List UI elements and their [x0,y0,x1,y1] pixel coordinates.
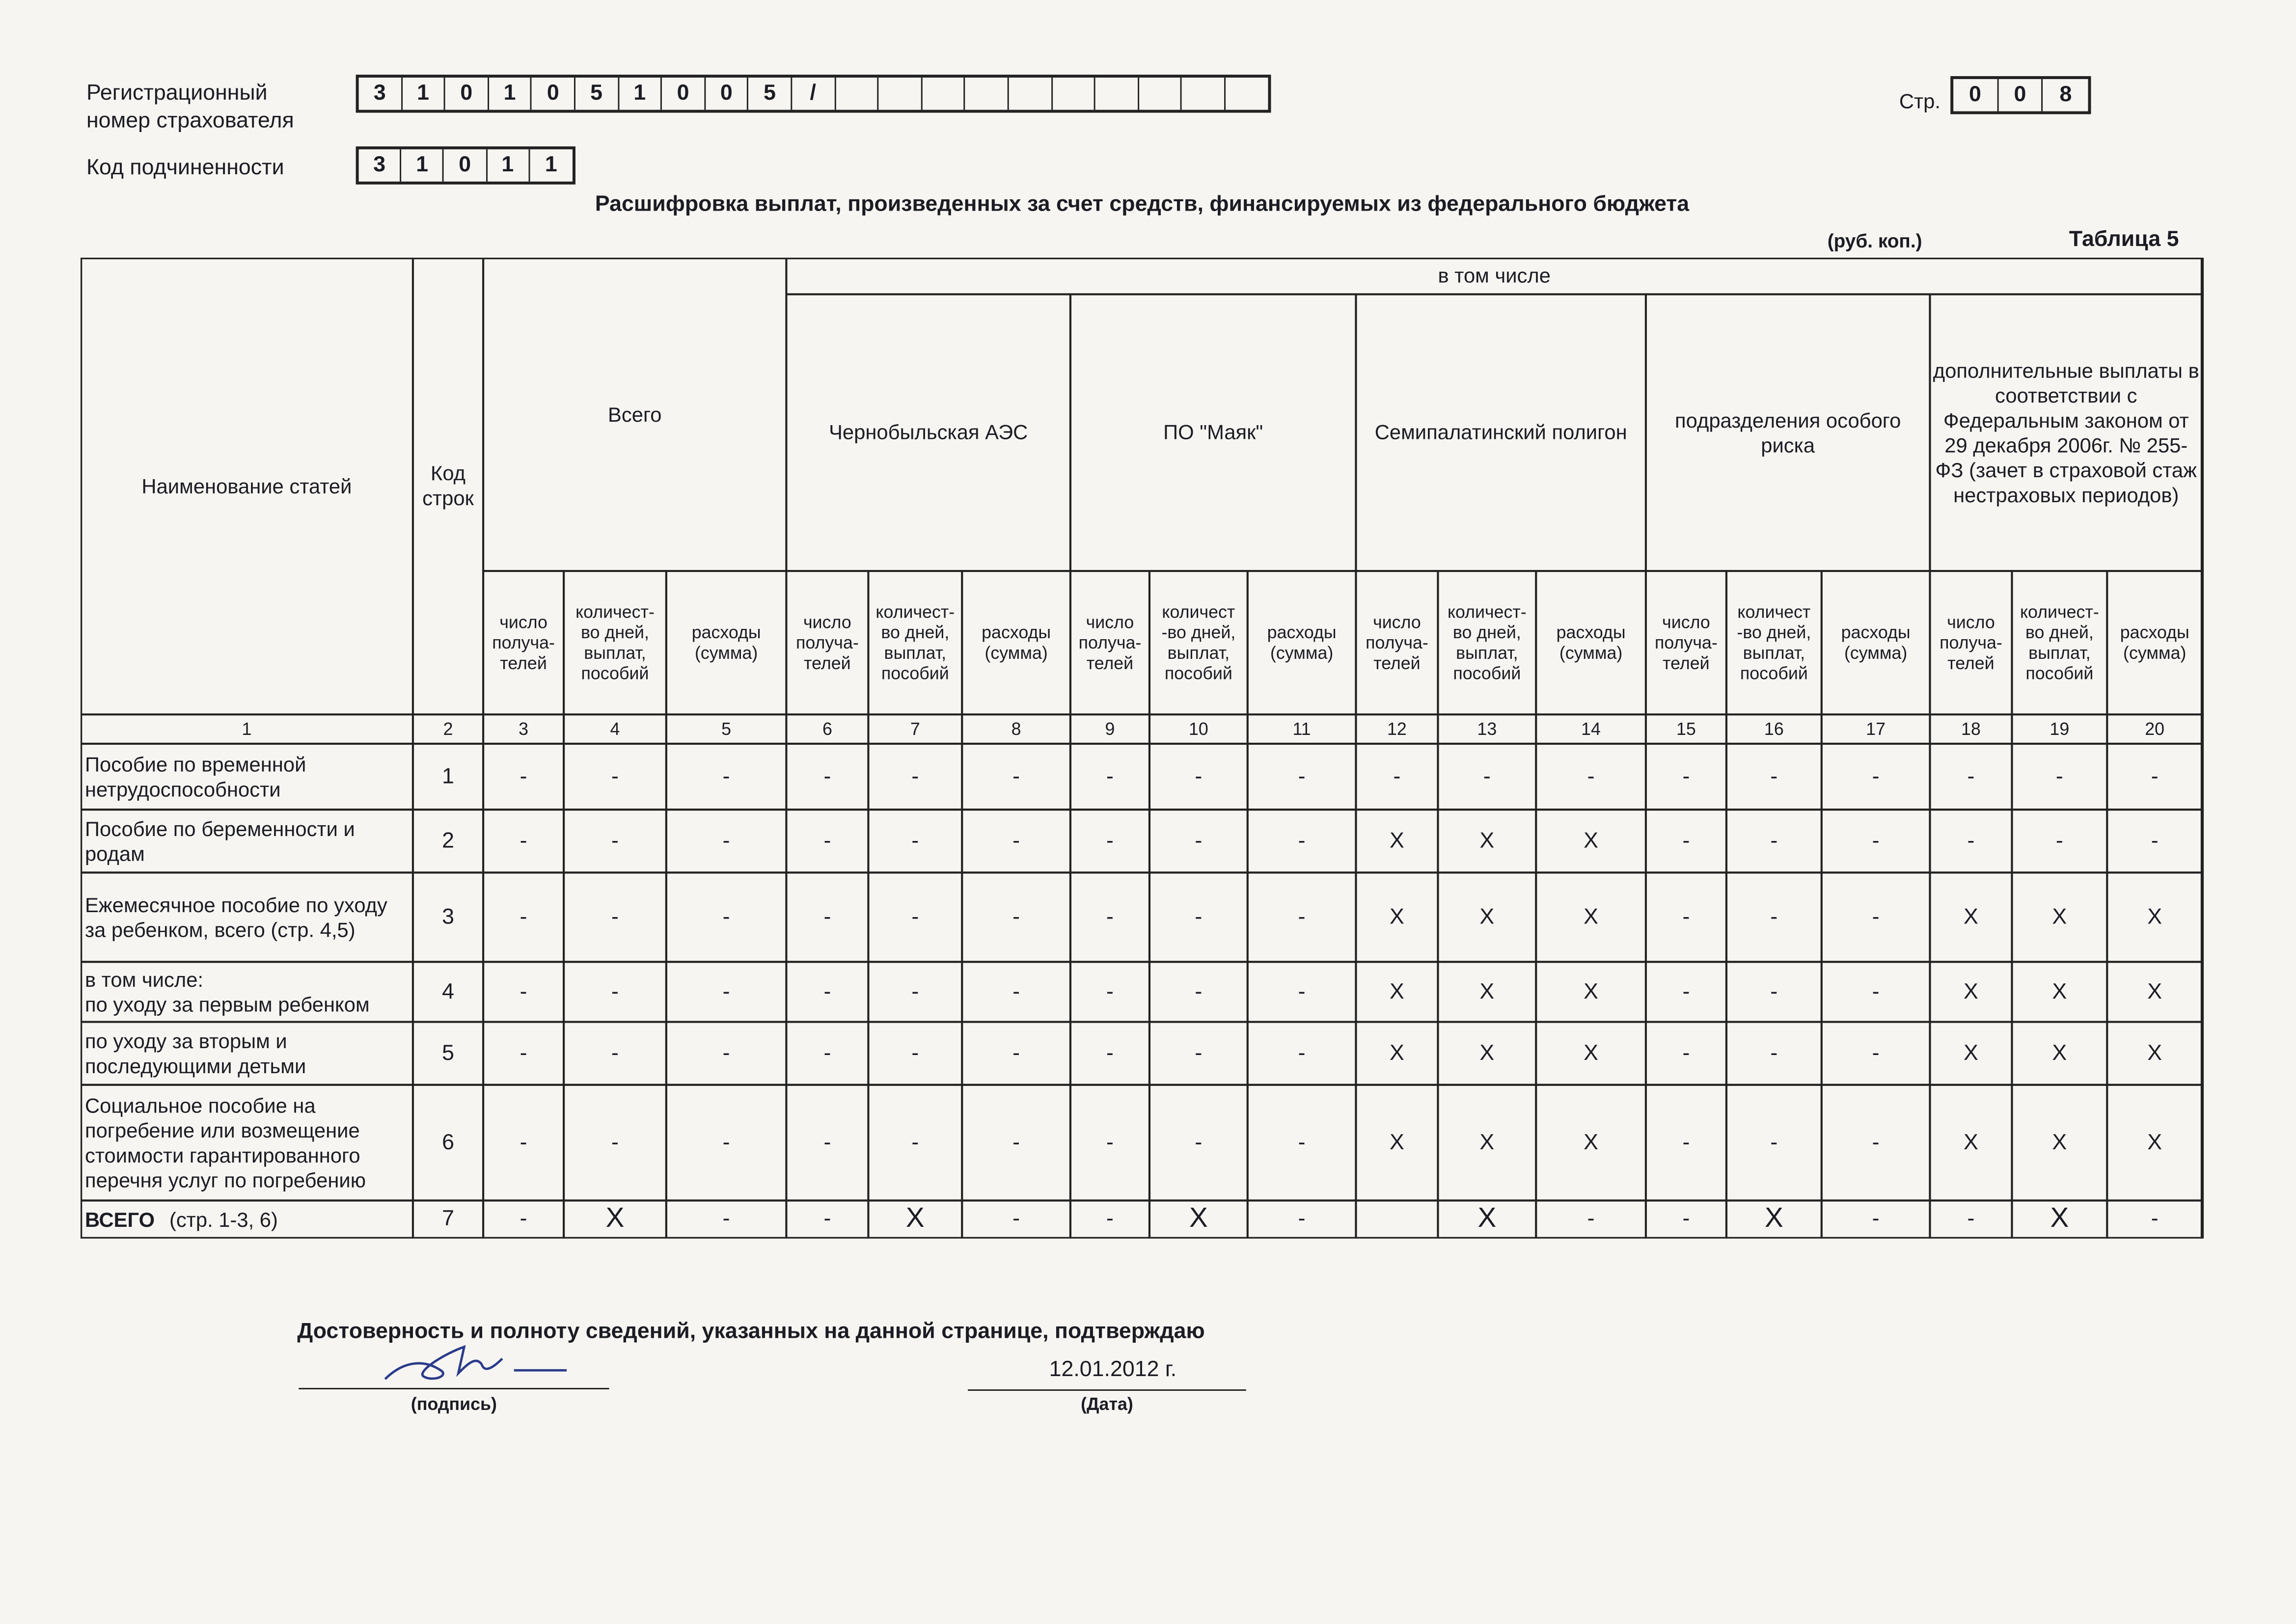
table-cell: X [2052,904,2067,929]
table-cell: - [1298,904,1306,929]
row-code: 4 [442,978,454,1004]
table-cell: - [1012,904,1020,929]
table-cell: X [1584,828,1599,853]
table-cell: - [911,763,919,788]
table-cell: - [1682,828,1690,853]
table-cell: - [1195,1040,1203,1065]
table-cell: - [611,763,619,788]
table-cell: X [1390,828,1404,853]
subcolumn-header: число получа-телей [1655,612,1718,674]
column-number: 8 [1011,719,1021,739]
table-cell: X [1189,1203,1208,1234]
table-cell [1356,1200,1438,1239]
table-cell: - [1770,828,1778,853]
table-cell: - [1195,978,1203,1004]
table-cell: X [1479,1129,1495,1155]
group-header: подразделения особого риска [1675,407,1901,456]
table-cell: - [1682,1129,1690,1155]
table-cell: - [823,828,831,853]
digit-box [1009,78,1052,110]
table-cell: - [1682,763,1690,788]
subcolumn-header: количест-во дней, выплат, пособий [875,601,955,684]
digit-box: 1 [402,78,445,110]
signature-line [299,1388,609,1389]
row-name-suffix: (стр. 1-3, 6) [169,1207,278,1231]
table-cell: - [1106,1129,1114,1155]
digit-box: 0 [662,78,705,110]
table-cell: - [611,904,619,929]
table-cell: - [1682,1040,1690,1065]
table-cell: - [1298,1040,1306,1065]
table-cell: - [1967,763,1975,788]
row-code: 7 [442,1206,454,1231]
table-cell: - [2151,763,2159,788]
row-name: Пособие по беременности и родам [84,816,355,865]
column-header-total: Всего [608,402,662,426]
table-cell: X [1390,1040,1404,1065]
subcolumn-header: расходы (сумма) [1267,622,1337,663]
digit-box: 1 [619,78,662,110]
table-cell: - [519,1040,527,1065]
table-cell: - [519,904,527,929]
table-cell: - [1872,978,1880,1004]
table-cell: - [1770,978,1778,1004]
column-number: 13 [1477,719,1497,739]
table-cell: - [911,828,919,853]
column-number: 12 [1387,719,1407,739]
row-code: 3 [442,904,454,929]
table-cell: - [1770,904,1778,929]
digit-box [965,78,1009,110]
subcolumn-header: количест -во дней, выплат, пособий [1161,601,1236,684]
table-cell: - [1195,904,1203,929]
table-cell: - [2151,1206,2159,1231]
table-cell: X [1390,1129,1404,1155]
group-header: ПО "Маяк" [1163,420,1263,444]
table-cell: - [1106,828,1114,853]
table-cell: - [1195,763,1203,788]
table-cell: - [1872,828,1880,853]
digit-box: 1 [489,78,532,110]
table-cell: - [823,904,831,929]
table-cell: X [1390,904,1404,929]
table-cell: - [1483,763,1491,788]
table-cell: - [519,1206,527,1231]
digit-box [879,78,922,110]
column-number: 1 [242,719,252,739]
table-cell: - [1682,904,1690,929]
table-cell: X [1964,904,1978,929]
signature-icon [373,1335,578,1388]
column-header-code: Код строк [422,461,474,510]
table-cell: - [1298,978,1306,1004]
column-number: 20 [2145,719,2165,739]
confirmation-statement: Достоверность и полноту сведений, указанных на данной странице, подтверждаю [297,1319,1205,1344]
table-cell: - [722,828,730,853]
subcolumn-header: расходы (сумма) [691,622,761,663]
table-cell: - [519,763,527,788]
table-cell: - [1106,1040,1114,1065]
column-number: 6 [822,719,832,739]
table-cell: - [1872,904,1880,929]
group-header: дополнительные выплаты в соответствии с Федеральным законом от 29 декабря 2006г. № 255-ФЗ (зачет в страховой стаж нестраховых периодов) [1933,358,2199,506]
table-cell: - [1770,1040,1778,1065]
table-cell: - [1587,1206,1595,1231]
table-cell: - [1195,828,1203,853]
subcolumn-header: количест-во дней, выплат, пособий [1447,601,1527,684]
column-number: 4 [610,719,620,739]
row-name: в том числе: по уходу за первым ребенком [84,967,370,1016]
digit-box: 0 [1998,79,2044,111]
table-cell: - [823,1206,831,1231]
table-cell: - [722,763,730,788]
digit-box: 0 [532,78,575,110]
digit-box: 3 [359,149,402,182]
digit-box [1052,78,1095,110]
table-cell: - [519,978,527,1004]
table-cell: X [2147,1129,2162,1155]
page-label: Стр. [1899,89,1941,113]
table-cell: - [1682,978,1690,1004]
date-caption: (Дата) [1081,1393,1133,1414]
column-number: 10 [1188,719,1208,739]
subcolumn-header: количест -во дней, выплат, пособий [1737,601,1811,684]
table-cell: - [519,828,527,853]
table-cell: X [605,1203,625,1234]
row-name: по уходу за вторым и последующими детьми [84,1028,306,1077]
column-number: 17 [1866,719,1886,739]
table-cell: X [2147,978,2162,1004]
table-cell: - [722,904,730,929]
table-cell: - [1393,763,1401,788]
table-cell: - [1106,763,1114,788]
row-name: Социальное пособие на погребение или возмещение стоимости гарантированного перечня услуг по погребению [84,1093,366,1191]
table-cell: X [2052,978,2067,1004]
row-name: Ежемесячное пособие по уходу за ребенком, всего (стр. 4,5) [84,892,387,941]
subcolumn-header: расходы (сумма) [1556,622,1626,663]
table-cell: - [1770,1129,1778,1155]
table-cell: X [2052,1129,2067,1155]
table-cell: X [1584,1129,1599,1155]
date-value: 12.01.2012 г. [1049,1357,1177,1382]
digit-box [1139,78,1182,110]
row-name-bold: ВСЕГО [84,1207,155,1231]
table-cell: - [1106,978,1114,1004]
subcolumn-header: число получа-телей [796,612,859,674]
row-code: 5 [442,1040,454,1065]
column-number: 7 [910,719,920,739]
subcolumn-header: количест-во дней, выплат, пособий [2020,601,2099,684]
digit-box [1226,78,1269,110]
table-cell: - [519,1129,527,1155]
digit-box: 0 [706,78,749,110]
table-cell: - [722,1040,730,1065]
payments-table [81,258,2204,1239]
page-title: Расшифровка выплат, произведенных за счет средств, финансируемых из федерального бюджета [595,191,1690,217]
subcolumn-header: расходы (сумма) [982,622,1051,663]
column-number: 16 [1764,719,1784,739]
table-cell: - [611,828,619,853]
subcolumn-header: число получа-телей [1366,612,1428,674]
table-cell: - [823,1129,831,1155]
table-cell: - [722,978,730,1004]
subordination-code-label: Код подчиненности [86,155,284,180]
column-number: 14 [1581,719,1601,739]
date-line [968,1389,1246,1391]
row-name [81,1200,413,1239]
digit-box: 1 [545,152,557,177]
table-cell: - [1012,1129,1020,1155]
table-cell: X [1764,1203,1783,1234]
table-cell: X [1479,828,1495,853]
table-cell: X [2147,1040,2162,1065]
table-cell: - [911,1129,919,1155]
reg-number-boxes [356,75,1272,113]
table-cell: - [1967,1206,1975,1231]
digit-box: / [792,78,835,110]
table-cell: - [911,1040,919,1065]
units-label: (руб. коп.) [1827,230,1922,252]
digit-box [922,78,965,110]
table-cell: - [1872,1040,1880,1065]
column-number: 2 [443,719,453,739]
subcolumn-header: расходы (сумма) [1841,622,1911,663]
table-cell: - [611,978,619,1004]
table-cell: - [911,904,919,929]
table-cell: - [1106,1206,1114,1231]
row-code: 1 [442,763,454,788]
digit-box: 3 [359,78,402,110]
column-number: 15 [1676,719,1696,739]
column-number: 5 [721,719,732,739]
table-cell: - [1012,1040,1020,1065]
table-cell: - [1012,763,1020,788]
table-cell: X [1390,978,1404,1004]
table-cell: - [2055,763,2063,788]
table-cell: X [1964,1129,1978,1155]
digit-box: 5 [749,78,792,110]
digit-box: 1 [402,149,444,182]
subcolumn-header: расходы (сумма) [2120,622,2189,663]
digit-box: 0 [1953,79,1998,111]
column-number: 9 [1105,719,1115,739]
subcolumn-header: число получа-телей [1078,612,1142,674]
table-cell: - [1012,828,1020,853]
table-cell: - [722,1206,730,1231]
row-name: Пособие по временной нетрудоспособности [84,752,306,800]
table-cell: - [911,978,919,1004]
page-number-boxes [1950,76,2091,114]
table-cell: - [1298,828,1306,853]
table-cell: - [722,1129,730,1155]
group-header: Семипалатинский полигон [1374,420,1627,444]
table-cell: X [1479,978,1495,1004]
column-number: 11 [1292,719,1311,739]
subcolumn-header: количест-во дней, выплат, пособий [575,601,655,684]
table-cell: X [1584,1040,1599,1065]
table-cell: X [2050,1203,2069,1234]
digit-box [1095,78,1139,110]
table-cell: X [905,1203,925,1234]
table-cell: - [611,1129,619,1155]
table-cell: - [1682,1206,1690,1231]
signature-caption: (подпись) [410,1393,497,1414]
table-cell: - [1967,828,1975,853]
table-cell: - [2055,828,2063,853]
table-cell: X [1964,978,1978,1004]
table-cell: - [823,763,831,788]
table-cell: X [1479,904,1495,929]
table-cell: - [1195,1129,1203,1155]
row-code: 2 [442,828,454,853]
table-cell: - [1298,1206,1306,1231]
table-cell: - [2151,828,2159,853]
column-number: 18 [1961,719,1981,739]
digit-box [1182,78,1225,110]
table-cell: - [1298,1129,1306,1155]
column-header-name: Наименование статей [141,473,352,497]
reg-number-label: Регистрационный номер страхователя [86,81,294,134]
table-cell: X [1479,1040,1495,1065]
row-code: 6 [442,1129,454,1155]
table-cell: - [1587,763,1595,788]
subcolumn-header: число получа-телей [1940,612,2002,674]
table-cell: - [1012,978,1020,1004]
table-cell: - [1012,1206,1020,1231]
table-cell: - [1872,1129,1880,1155]
column-number: 19 [2050,719,2070,739]
digit-box: 0 [444,149,487,182]
table-cell: X [2052,1040,2067,1065]
table-cell: - [823,978,831,1004]
table-cell: - [1872,763,1880,788]
table-number: Таблица 5 [2069,227,2179,252]
digit-box: 0 [445,78,489,110]
subordination-code-boxes [356,146,575,185]
table-cell: X [1477,1203,1497,1234]
table-cell: X [1584,904,1599,929]
subcolumn-header: число получа-телей [492,612,555,674]
table-cell: X [1584,978,1599,1004]
digit-box [835,78,878,110]
table-cell: - [611,1040,619,1065]
table-cell: X [2147,904,2162,929]
table-cell: - [1298,763,1306,788]
table-cell: - [1872,1206,1880,1231]
group-header: Чернобыльская АЭС [829,420,1028,444]
digit-box: 8 [2059,81,2072,107]
digit-box: 1 [487,149,530,182]
digit-box: 5 [575,78,619,110]
table-cell: - [823,1040,831,1065]
table-cell: X [1964,1040,1978,1065]
column-header-including: в том числе [1438,263,1551,287]
table-cell: - [1770,763,1778,788]
table-cell: - [1106,904,1114,929]
column-number: 3 [519,719,529,739]
